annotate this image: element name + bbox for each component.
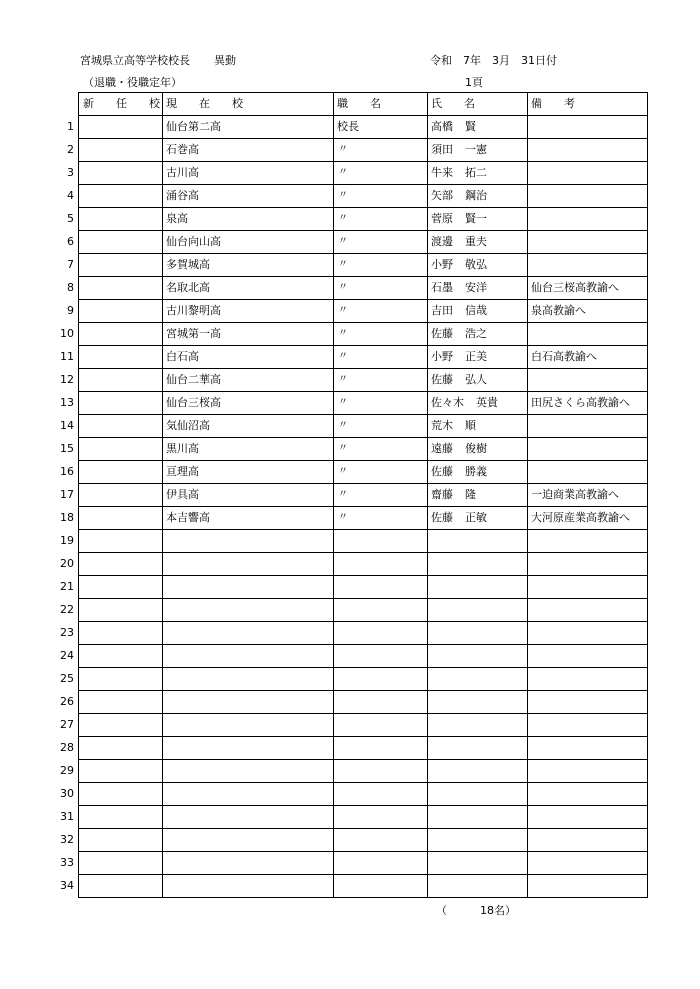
remarks-cell [527, 116, 648, 138]
new-school-cell [78, 530, 162, 552]
row-number: 33 [60, 856, 74, 869]
current-school-cell [162, 875, 333, 897]
row-number: 27 [60, 718, 74, 731]
position-cell [333, 875, 427, 897]
row-number: 34 [60, 879, 74, 892]
name-cell [427, 461, 527, 483]
name-cell [427, 438, 527, 460]
row-number: 6 [67, 235, 74, 248]
given-name: 英貴 [476, 396, 498, 409]
column-header-new-school: 新 任 校 [78, 93, 162, 115]
surname: 佐藤 [431, 511, 453, 524]
current-school-cell: 亘理高 [162, 461, 333, 483]
new-school-cell [78, 185, 162, 207]
row-number: 13 [60, 396, 74, 409]
row-number: 15 [60, 442, 74, 455]
document-subtitle: （退職・役職定年） [83, 76, 182, 89]
remarks-cell [527, 530, 648, 552]
position-cell: 〃 [333, 185, 427, 207]
new-school-cell [78, 576, 162, 598]
remarks-cell [527, 668, 648, 690]
row-number: 25 [60, 672, 74, 685]
remarks-cell: 泉高教諭へ [527, 300, 648, 322]
name-cell [427, 300, 527, 322]
position-cell [333, 645, 427, 667]
remarks-cell [527, 875, 648, 897]
surname: 高橋 [431, 120, 453, 133]
surname: 石墨 [431, 281, 453, 294]
table-row [60, 875, 648, 898]
current-school-cell: 仙台第二高 [162, 116, 333, 138]
remarks-cell [527, 553, 648, 575]
column-header-position: 職 名 [333, 93, 427, 115]
new-school-cell [78, 484, 162, 506]
row-number: 31 [60, 810, 74, 823]
position-cell: 〃 [333, 369, 427, 391]
new-school-cell [78, 507, 162, 529]
table-row [60, 599, 648, 622]
position-cell: 〃 [333, 139, 427, 161]
current-school-cell: 仙台三桜高 [162, 392, 333, 414]
new-school-cell [78, 668, 162, 690]
new-school-cell [78, 760, 162, 782]
current-school-cell: 石巻高 [162, 139, 333, 161]
remarks-cell [527, 461, 648, 483]
row-number: 18 [60, 511, 74, 524]
name-cell [427, 691, 527, 713]
new-school-cell [78, 691, 162, 713]
surname: 佐々木 [431, 396, 464, 409]
name-cell [427, 576, 527, 598]
name-cell [427, 622, 527, 644]
name-cell [427, 553, 527, 575]
table-row [60, 691, 648, 714]
current-school-cell: 宮城第一高 [162, 323, 333, 345]
position-cell [333, 530, 427, 552]
position-cell: 〃 [333, 438, 427, 460]
row-number: 16 [60, 465, 74, 478]
name-cell [427, 599, 527, 621]
position-cell [333, 622, 427, 644]
current-school-cell: 仙台二華高 [162, 369, 333, 391]
remarks-cell [527, 231, 648, 253]
table-row [60, 461, 648, 484]
name-cell [427, 484, 527, 506]
surname: 小野 [431, 350, 453, 363]
position-cell: 〃 [333, 277, 427, 299]
current-school-cell [162, 668, 333, 690]
current-school-cell [162, 829, 333, 851]
table-row [60, 369, 648, 392]
new-school-cell [78, 208, 162, 230]
table-row [67, 231, 648, 254]
position-cell: 校長 [333, 116, 427, 138]
given-name: 弘人 [465, 373, 487, 386]
new-school-cell [78, 875, 162, 897]
current-school-cell: 伊具高 [162, 484, 333, 506]
remarks-cell: 白石高教諭へ [527, 346, 648, 368]
table-row [60, 852, 648, 875]
new-school-cell [78, 116, 162, 138]
given-name: 一憲 [465, 143, 487, 156]
given-name: 正敏 [465, 511, 487, 524]
table-row [60, 783, 648, 806]
row-number: 22 [60, 603, 74, 616]
current-school-cell: 気仙沼高 [162, 415, 333, 437]
name-cell [427, 346, 527, 368]
current-school-cell [162, 737, 333, 759]
name-cell [427, 116, 527, 138]
table-row [60, 484, 648, 507]
surname: 渡邊 [431, 235, 453, 248]
given-name: 重夫 [465, 235, 487, 248]
table-row [60, 760, 648, 783]
new-school-cell [78, 231, 162, 253]
name-cell [427, 277, 527, 299]
new-school-cell [78, 438, 162, 460]
new-school-cell [78, 323, 162, 345]
position-cell [333, 553, 427, 575]
new-school-cell [78, 599, 162, 621]
row-number: 30 [60, 787, 74, 800]
current-school-cell [162, 760, 333, 782]
position-cell [333, 783, 427, 805]
remarks-cell: 一迫商業高教諭へ [527, 484, 648, 506]
table-row [60, 392, 648, 415]
table-row [60, 576, 648, 599]
remarks-cell: 田尻さくら高教諭へ [527, 392, 648, 414]
position-cell: 〃 [333, 461, 427, 483]
current-school-cell: 仙台向山高 [162, 231, 333, 253]
table-row [67, 162, 648, 185]
name-cell [427, 530, 527, 552]
new-school-cell [78, 553, 162, 575]
current-school-cell: 古川高 [162, 162, 333, 184]
column-header-remarks: 備 考 [527, 93, 648, 115]
new-school-cell [78, 346, 162, 368]
row-number: 2 [67, 143, 74, 156]
remarks-cell [527, 185, 648, 207]
position-cell [333, 599, 427, 621]
table-row [67, 139, 648, 162]
table-row [60, 346, 648, 369]
total-count: （ 18名） [436, 904, 516, 917]
given-name: 賢 [465, 120, 476, 133]
remarks-cell [527, 783, 648, 805]
current-school-cell [162, 530, 333, 552]
position-cell [333, 806, 427, 828]
row-number: 5 [67, 212, 74, 225]
row-number: 12 [60, 373, 74, 386]
current-school-cell: 泉高 [162, 208, 333, 230]
table-row [60, 737, 648, 760]
name-cell [427, 737, 527, 759]
row-number: 9 [67, 304, 74, 317]
table-row [67, 116, 648, 139]
table-row [60, 668, 648, 691]
row-number: 20 [60, 557, 74, 570]
table-row [60, 438, 648, 461]
remarks-cell [527, 139, 648, 161]
position-cell: 〃 [333, 231, 427, 253]
row-number: 8 [67, 281, 74, 294]
document-title [80, 52, 236, 68]
new-school-cell [78, 461, 162, 483]
remarks-cell [527, 162, 648, 184]
current-school-cell: 古川黎明高 [162, 300, 333, 322]
position-cell [333, 691, 427, 713]
current-school-cell [162, 576, 333, 598]
table-row [60, 714, 648, 737]
given-name: 鋼治 [465, 189, 487, 202]
current-school-cell [162, 553, 333, 575]
position-cell: 〃 [333, 208, 427, 230]
current-school-cell: 白石高 [162, 346, 333, 368]
row-number: 28 [60, 741, 74, 754]
new-school-cell [78, 162, 162, 184]
name-cell [427, 139, 527, 161]
position-cell: 〃 [333, 415, 427, 437]
new-school-cell [78, 254, 162, 276]
name-cell [427, 162, 527, 184]
remarks-cell: 大河原産業高教諭へ [527, 507, 648, 529]
surname: 齋藤 [431, 488, 453, 501]
new-school-cell [78, 714, 162, 736]
new-school-cell [78, 300, 162, 322]
given-name: 浩之 [465, 327, 487, 340]
name-cell [427, 714, 527, 736]
given-name: 賢一 [465, 212, 487, 225]
surname: 牛来 [431, 166, 453, 179]
column-header-current-school: 現 在 校 [162, 93, 333, 115]
remarks-cell [527, 760, 648, 782]
table-row [67, 277, 648, 300]
new-school-cell [78, 277, 162, 299]
surname: 荒木 [431, 419, 453, 432]
row-number: 29 [60, 764, 74, 777]
position-cell: 〃 [333, 254, 427, 276]
table-header-row [78, 93, 648, 116]
row-number: 24 [60, 649, 74, 662]
remarks-cell [527, 576, 648, 598]
surname: 佐藤 [431, 373, 453, 386]
surname: 遠藤 [431, 442, 453, 455]
remarks-cell [527, 806, 648, 828]
new-school-cell [78, 139, 162, 161]
name-cell [427, 806, 527, 828]
row-number: 7 [67, 258, 74, 271]
remarks-cell [527, 622, 648, 644]
row-number: 26 [60, 695, 74, 708]
position-cell: 〃 [333, 346, 427, 368]
name-cell [427, 415, 527, 437]
current-school-cell: 涌谷高 [162, 185, 333, 207]
new-school-cell [78, 806, 162, 828]
remarks-cell [527, 208, 648, 230]
remarks-cell [527, 415, 648, 437]
name-cell [427, 185, 527, 207]
surname: 小野 [431, 258, 453, 271]
remarks-cell [527, 645, 648, 667]
row-number: 21 [60, 580, 74, 593]
current-school-cell [162, 806, 333, 828]
surname: 佐藤 [431, 327, 453, 340]
remarks-cell [527, 369, 648, 391]
given-name: 隆 [465, 488, 476, 501]
position-cell [333, 576, 427, 598]
table-row [60, 323, 648, 346]
title-suffix: 異動 [214, 54, 236, 67]
table-row [60, 622, 648, 645]
new-school-cell [78, 645, 162, 667]
position-cell [333, 714, 427, 736]
remarks-cell: 仙台三桜高教諭へ [527, 277, 648, 299]
row-number: 11 [60, 350, 74, 363]
row-number: 23 [60, 626, 74, 639]
position-cell [333, 737, 427, 759]
current-school-cell [162, 852, 333, 874]
table-body [60, 116, 648, 898]
position-cell [333, 829, 427, 851]
row-number: 32 [60, 833, 74, 846]
surname: 吉田 [431, 304, 453, 317]
surname: 佐藤 [431, 465, 453, 478]
table-row [60, 553, 648, 576]
new-school-cell [78, 622, 162, 644]
given-name: 正美 [465, 350, 487, 363]
surname: 須田 [431, 143, 453, 156]
position-cell [333, 852, 427, 874]
given-name: 勝義 [465, 465, 487, 478]
table-row [60, 645, 648, 668]
remarks-cell [527, 599, 648, 621]
remarks-cell [527, 829, 648, 851]
name-cell [427, 852, 527, 874]
given-name: 順 [465, 419, 476, 432]
position-cell: 〃 [333, 300, 427, 322]
current-school-cell [162, 783, 333, 805]
new-school-cell [78, 852, 162, 874]
name-cell [427, 323, 527, 345]
position-cell: 〃 [333, 484, 427, 506]
current-school-cell [162, 599, 333, 621]
remarks-cell [527, 714, 648, 736]
position-cell: 〃 [333, 392, 427, 414]
new-school-cell [78, 737, 162, 759]
current-school-cell: 多賀城高 [162, 254, 333, 276]
remarks-cell [527, 852, 648, 874]
row-number: 19 [60, 534, 74, 547]
name-cell [427, 760, 527, 782]
given-name: 信哉 [465, 304, 487, 317]
table-row [67, 254, 648, 277]
position-cell: 〃 [333, 323, 427, 345]
transfer-table [60, 92, 648, 898]
surname: 菅原 [431, 212, 453, 225]
given-name: 敬弘 [465, 258, 487, 271]
page-number: 1頁 [465, 76, 483, 89]
given-name: 俊樹 [465, 442, 487, 455]
name-cell [427, 254, 527, 276]
given-name: 安洋 [465, 281, 487, 294]
effective-date: 令和 7年 3月 31日付 [430, 54, 557, 67]
new-school-cell [78, 829, 162, 851]
table-row [60, 530, 648, 553]
name-cell [427, 392, 527, 414]
remarks-cell [527, 691, 648, 713]
remarks-cell [527, 323, 648, 345]
table-row [60, 415, 648, 438]
new-school-cell [78, 369, 162, 391]
new-school-cell [78, 392, 162, 414]
surname: 矢部 [431, 189, 453, 202]
name-cell [427, 231, 527, 253]
table-row [60, 806, 648, 829]
name-cell [427, 645, 527, 667]
table-row [60, 507, 648, 530]
row-number: 14 [60, 419, 74, 432]
position-cell: 〃 [333, 507, 427, 529]
current-school-cell: 本吉響高 [162, 507, 333, 529]
title-main: 宮城県立高等学校校長 [80, 54, 190, 67]
remarks-cell [527, 438, 648, 460]
name-cell [427, 208, 527, 230]
row-number: 3 [67, 166, 74, 179]
column-header-name: 氏 名 [427, 93, 527, 115]
position-cell [333, 668, 427, 690]
position-cell [333, 760, 427, 782]
current-school-cell [162, 714, 333, 736]
table-row [60, 829, 648, 852]
row-number: 10 [60, 327, 74, 340]
name-cell [427, 668, 527, 690]
name-cell [427, 783, 527, 805]
current-school-cell [162, 691, 333, 713]
name-cell [427, 875, 527, 897]
row-number: 17 [60, 488, 74, 501]
table-row [67, 300, 648, 323]
given-name: 拓二 [465, 166, 487, 179]
row-number: 4 [67, 189, 74, 202]
current-school-cell: 黒川高 [162, 438, 333, 460]
current-school-cell: 名取北高 [162, 277, 333, 299]
remarks-cell [527, 737, 648, 759]
row-number: 1 [67, 120, 74, 133]
current-school-cell [162, 622, 333, 644]
table-row [67, 185, 648, 208]
name-cell [427, 369, 527, 391]
new-school-cell [78, 415, 162, 437]
new-school-cell [78, 783, 162, 805]
remarks-cell [527, 254, 648, 276]
table-row [67, 208, 648, 231]
position-cell: 〃 [333, 162, 427, 184]
name-cell [427, 829, 527, 851]
current-school-cell [162, 645, 333, 667]
name-cell [427, 507, 527, 529]
